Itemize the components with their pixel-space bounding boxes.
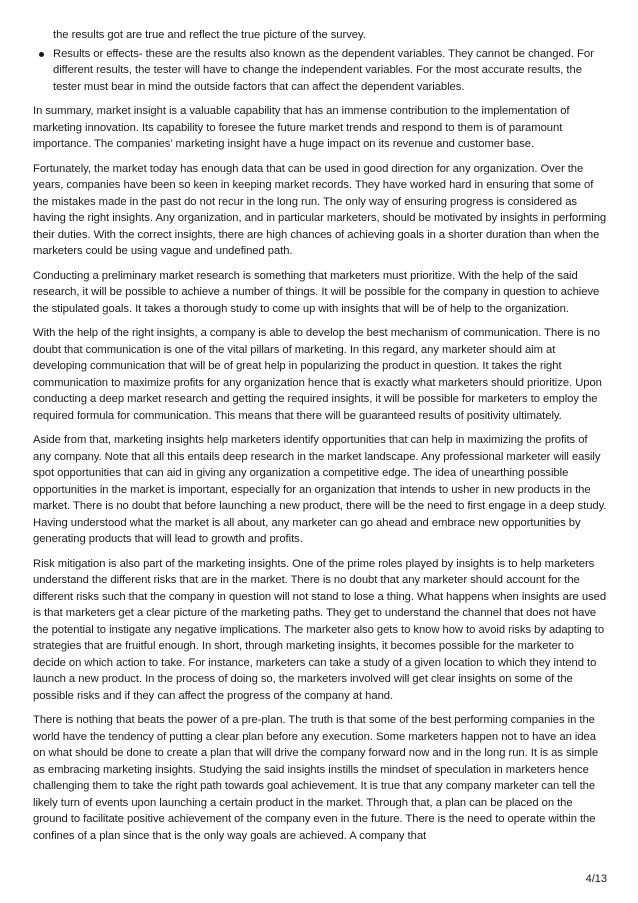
paragraph-preliminary-research: Conducting a preliminary market research is something that marketers must prioritize. With the help of the said research, it will be possible to achieve a number of things. It will be possible for the company in question to achieve the stipulated goals. It takes a thorough study to come up with insights that will be of help to the organization. (33, 269, 600, 315)
bullet-item-text: Results or effects- these are the results also known as the dependent variables. They cannot be changed. For different results, the tester will have to change the independent variables. For the most accurate results, the tester must bear in mind the outside factors that can affect the dependent variables. (53, 47, 594, 93)
page-number: 4/13 (585, 873, 607, 885)
paragraph-pre-plan: There is nothing that beats the power of a pre-plan. The truth is that some of the best performing companies in the world have the tendency of putting a clear plan before any execution. Some marketers happen not to have an idea on what should be done to create a plan that will drive the company forward now and in the long run. It is as simple as embracing marketing insights. Studying the said insights instills the mindset of speculation in marketers hence challenging them to take the right path towards goal achievement. It is true that any company marketer can tell the likely turn of events upon launching a certain product in the market. Through that, a plan can be placed on the ground to facilitate positive achievement of the company even in the future. There is the need to operate within the confines of a plan since that is the only way goals are achieved. A company that (33, 714, 599, 842)
bullet-dot-icon (39, 52, 44, 57)
paragraph-opportunities: Aside from that, marketing insights help marketers identify opportunities that can help in maximizing the profits of any company. Note that all this entails deep research in the market landscape. Any professional marketer will easily spot opportunities that can aid in giving any organization a competitive edge. The idea of unearthing possible opportunities in the market is important, especially for an organization that intends to usher in new products in the market. There is no doubt that before launching a new product, there will be the need to first engage in a deep study. Having understood what the market is all about, any marketer can go ahead and embrace new opportunities by generating products that will lead to growth and profits. (33, 434, 607, 545)
bullet-item (33, 46, 607, 96)
bullet-list (33, 46, 607, 96)
paragraph-risk-mitigation: Risk mitigation is also part of the marketing insights. One of the prime roles played by insights is to help marketers understand the different risks that are in the market. There is no doubt that any marketer should account for the different risks such that the company in question will not stand to lose a thing. What happens when insights are used is that marketers get a clear picture of the marketing paths. They get to understand the channel that does not have the potential to instigate any negative implications. The marketer also gets to know how to avoid risks by adapting to strategies that are fruitful enough. In short, through marketing insights, it becomes possible for the marketer to decide on which action to take. For instance, marketers can take a study of a given location to which they intend to launch a new product. In the process of doing so, the marketers involved will get clear insights on some of the possible risks and if they can affect the progress of the company at hand. (33, 557, 607, 702)
paragraph-market-data: Fortunately, the market today has enough data that can be used in good direction for any organization. Over the years, companies have been so keen in keeping market records. They have worked hard in ensuring that some of the mistakes made in the past do not recur in the long run. The only way of ensuring progress is considered as having the right insights. Any organization, and in particular marketers, should be motivated by insights in performing their duties. With the correct insights, there are high chances of achieving goals in a shorter duration than when the marketers could be using vague and undefined path. (33, 162, 607, 257)
bullet-continuation-text: the results got are true and reflect the true picture of the survey. (53, 29, 366, 41)
document-body (33, 27, 607, 844)
paragraph-summary: In summary, market insight is a valuable capability that has an immense contribution to the implementation of marketing innovation. Its capability to foresee the future market trends and respond to them is of paramount importance. The companies’ marketing insight have a huge impact on its revenue and customer base. (33, 105, 570, 150)
paragraph-communication: With the help of the right insights, a company is able to develop the best mechanism of communication. There is no doubt that communication is one of the vital pillars of marketing. In this regard, any marketer should aim at developing communication that will be of great help in popularizing the product in question. It takes the right communication to maximize profits for any organization hence that is exactly what marketers should prioritize. Upon conducting a deep market research and getting the required insights, it will be possible for marketers to employ the required formula for communication. This means that there will be guaranteed results of positivity ultimately. (33, 327, 602, 422)
